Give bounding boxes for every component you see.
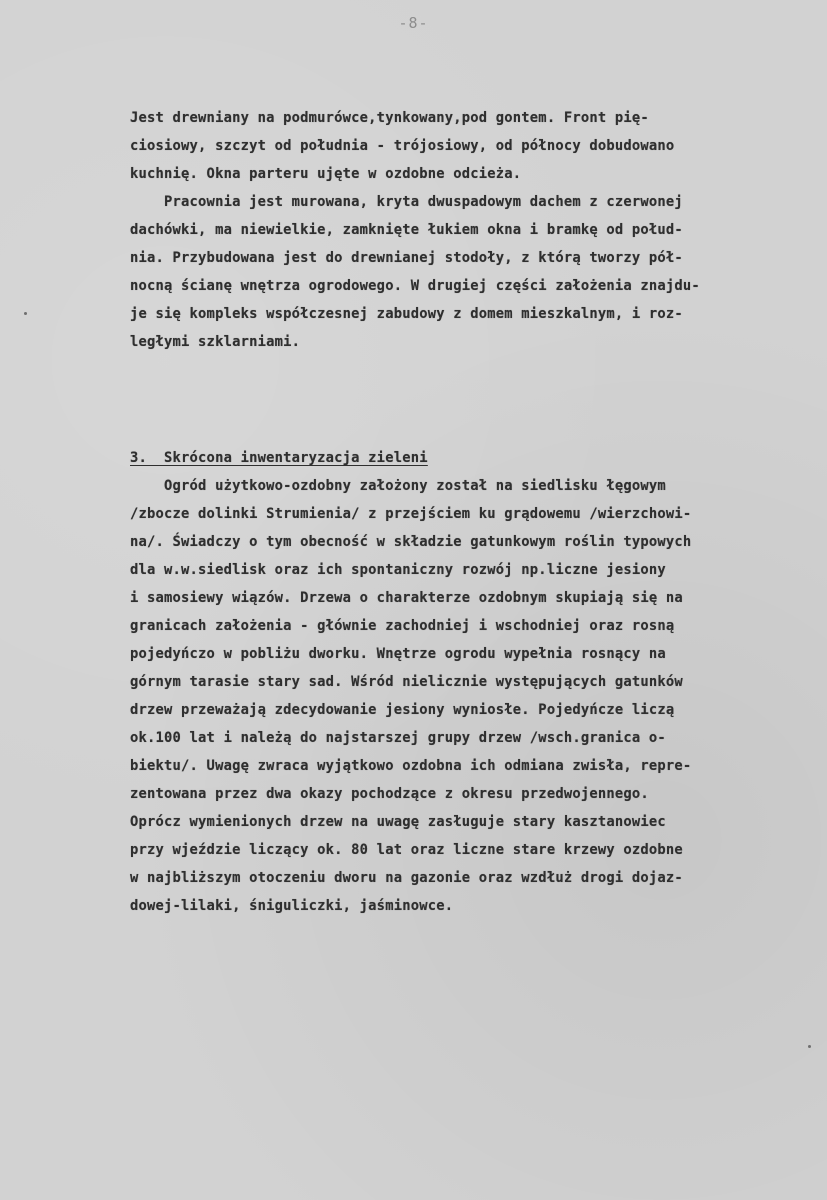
section-heading: 3. Skrócona inwentaryzacja zieleni [130,450,428,466]
building-description-text [130,104,827,356]
greenery-inventory-section [130,444,827,920]
page-number: -8- [398,14,429,32]
text-line: w najbliższym otoczeniu dworu na gazonie oraz wzdłuż drogi dojaz- [130,870,683,886]
text-line: Jest drewniany na podmurówce,tynkowany,pod gontem. Front pię- [130,110,649,126]
text-line: je się kompleks współczesnej zabudowy z domem mieszkalnym, i roz- [130,306,683,322]
text-line: na/. Świadczy o tym obecność w składzie gatunkowym roślin typowych [130,534,692,550]
text-line: zentowana przez dwa okazy pochodzące z okresu przedwojennego. [130,786,649,802]
text-line: dla w.w.siedlisk oraz ich spontaniczny rozwój np.liczne jesiony [130,562,666,578]
text-line: dowej-lilaki, śniguliczki, jaśminowce. [130,898,454,914]
text-line: przy wjeździe liczący ok. 80 lat oraz liczne stare krzewy ozdobne [130,842,683,858]
scan-speck [24,312,27,315]
text-line: nocną ścianę wnętrza ogrodowego. W drugiej części założenia znajdu- [130,278,700,294]
text-line: Oprócz wymienionych drzew na uwagę zasługuje stary kasztanowiec [130,814,666,830]
text-line: ok.100 lat i należą do najstarszej grupy drzew /wsch.granica o- [130,730,666,746]
text-line: górnym tarasie stary sad. Wśród nielicznie występujących gatunków [130,674,683,690]
text-line: granicach założenia - głównie zachodniej i wschodniej oraz rosną [130,618,675,634]
text-line: pojedyńczo w pobliżu dworku. Wnętrze ogrodu wypełnia rosnący na [130,646,666,662]
text-line: kuchnię. Okna parteru ujęte w ozdobne odcieża. [130,166,522,182]
text-line: biektu/. Uwagę zwraca wyjątkowo ozdobna ich odmiana zwisła, repre- [130,758,692,774]
scan-speck [808,1045,811,1048]
text-line: nia. Przybudowana jest do drewnianej stodoły, z którą tworzy pół- [130,250,683,266]
text-line: Pracownia jest murowana, kryta dwuspadowym dachem z czerwonej [130,194,683,210]
text-line: ciosiowy, szczyt od południa - trójosiowy, od północy dobudowano [130,138,675,154]
text-line: ległymi szklarniami. [130,334,301,350]
text-line: dachówki, ma niewielkie, zamknięte łukiem okna i bramkę od połud- [130,222,683,238]
text-line: drzew przeważają zdecydowanie jesiony wyniosłe. Pojedyńcze liczą [130,702,675,718]
text-line: Ogród użytkowo-ozdobny założony został na siedlisku łęgowym [130,478,666,494]
text-line: i samosiewy wiązów. Drzewa o charakterze ozdobnym skupiają się na [130,590,683,606]
text-line: /zbocze dolinki Strumienia/ z przejściem ku grądowemu /wierzchowi- [130,506,692,522]
